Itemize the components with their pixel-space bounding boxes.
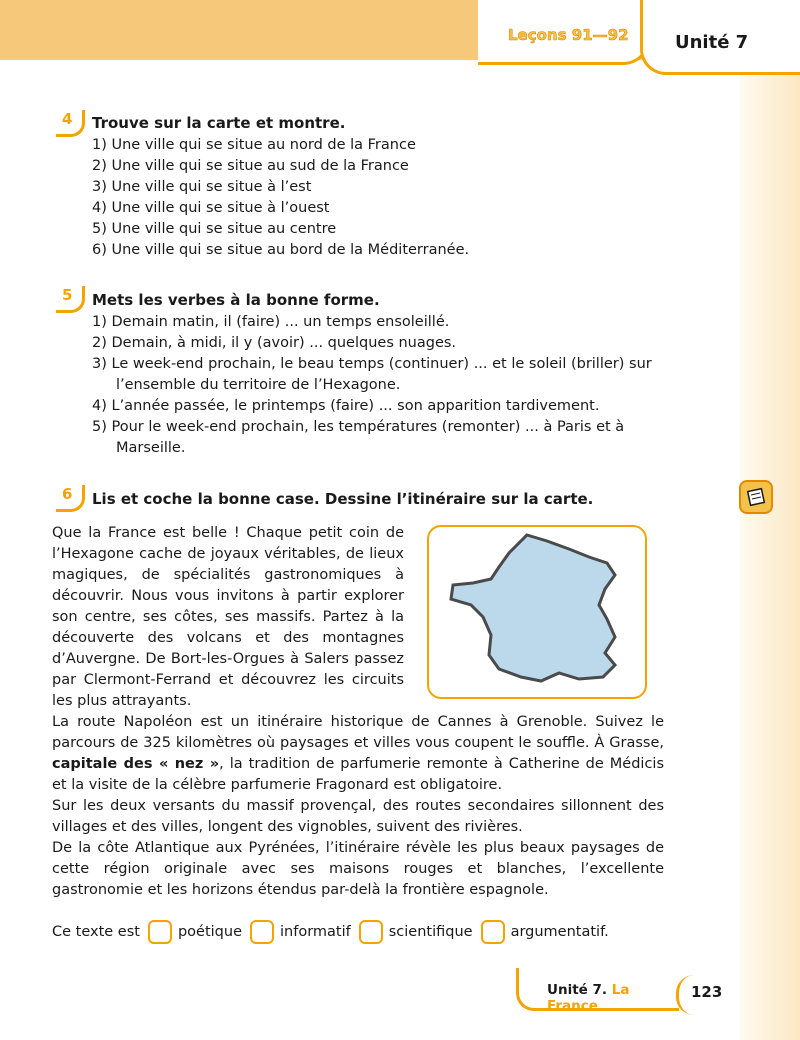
exercise-4-title: Trouve sur la carte et montre. [92, 114, 346, 132]
france-map[interactable] [427, 525, 647, 699]
side-band [740, 60, 800, 1040]
list-item: 3) Le week-end prochain, le beau temps (continuer) ... et le soleil (briller) sur l’ensemble du territoire de l’Hexagone. [92, 356, 652, 393]
list-item: 3) Une ville qui se situe à l’est [92, 179, 312, 195]
exercise-5-title: Mets les verbes à la bonne forme. [92, 291, 380, 309]
option-poetique: poétique [177, 924, 242, 940]
exercise-6-title: Lis et coche la bonne case. Dessine l’itinéraire sur la carte. [92, 490, 594, 508]
exercise-5-list [92, 312, 664, 459]
intro-paragraph: Que la France est belle ! Chaque petit coin de l’Hexagone cache de joyaux véritables, de lieux magiques, de spécialités gastronomiques à découvrir. Nous vous invitons à partir explorer son centre, ses côtes, ses massifs. Partez à la découverte des volcans et des montagnes d’Auvergne. De Bort-les-Orgues à Salers passez par Clermont-Ferrand et découvrez les circuits les plus attrayants. [52, 525, 404, 709]
list-item: 1) Une ville qui se situe au nord de la France [92, 137, 416, 153]
exercise-4-number: 4 [56, 110, 85, 137]
option-informatif: informatif [280, 924, 351, 940]
page-number: 123 [676, 975, 731, 1015]
option-scientifique: scientifique [388, 924, 473, 940]
list-item: 1) Demain matin, il (faire) ... un temps ensoleillé. [92, 314, 450, 330]
list-item: 5) Pour le week-end prochain, les températures (remonter) ... à Paris et à Marseille. [92, 419, 625, 456]
unit-tab [640, 0, 800, 75]
list-item: 2) Une ville qui se situe au sud de la France [92, 158, 409, 174]
unit-label: Unité 7 [675, 32, 749, 53]
list-item: 2) Demain, à midi, il y (avoir) ... quelques nuages. [92, 335, 457, 351]
exercise-4-list [92, 135, 652, 261]
checkbox-poetique[interactable] [148, 920, 172, 944]
check-intro: Ce texte est [52, 924, 140, 940]
atlantic-paragraph: De la côte Atlantique aux Pyrénées, l’itinéraire révèle les plus beaux paysages de cette région originale avec ses maisons rouges et blanches, l’excellente gastronomie et les horizons étendus par-delà la frontière espagnole. [52, 840, 664, 898]
checkbox-row [52, 920, 609, 944]
list-item: 4) L’année passée, le printemps (faire) ... son apparition tardivement. [92, 398, 600, 414]
lessons-tab [478, 0, 651, 65]
footer-unit [516, 968, 679, 1014]
exercise-6-number: 6 [56, 485, 85, 512]
list-item: 6) Une ville qui se situe au bord de la Méditerranée. [92, 242, 470, 258]
lessons-label: Leçons 91—92 [508, 26, 629, 44]
france-map-outline [429, 527, 645, 697]
provence-paragraph: Sur les deux versants du massif provençal, des routes secondaires sillonnent des villages et des villes, longent des vignobles, suivent des rivières. [52, 798, 664, 835]
list-item: 4) Une ville qui se situe à l’ouest [92, 200, 330, 216]
checkbox-argumentatif[interactable] [481, 920, 505, 944]
footer-unit-label: Unité 7. [547, 982, 608, 998]
napoleon-paragraph: La route Napoléon est un itinéraire historique de Cannes à Grenoble. Suivez le parcours de 325 kilomètres où paysages et villes vous coupent le souffle. À Grasse, capitale des « nez », la tradition de parfumerie remonte à Catherine de Médicis et la visite de la célèbre parfumerie Fragonard est obligatoire. [52, 714, 665, 793]
notebook-icon [739, 480, 773, 514]
footer-unit-title: La France [547, 982, 630, 1014]
option-argumentatif: argumentatif. [510, 924, 609, 940]
checkbox-scientifique[interactable] [359, 920, 383, 944]
checkbox-informatif[interactable] [250, 920, 274, 944]
exercise-5-number: 5 [56, 286, 85, 313]
list-item: 5) Une ville qui se situe au centre [92, 221, 337, 237]
